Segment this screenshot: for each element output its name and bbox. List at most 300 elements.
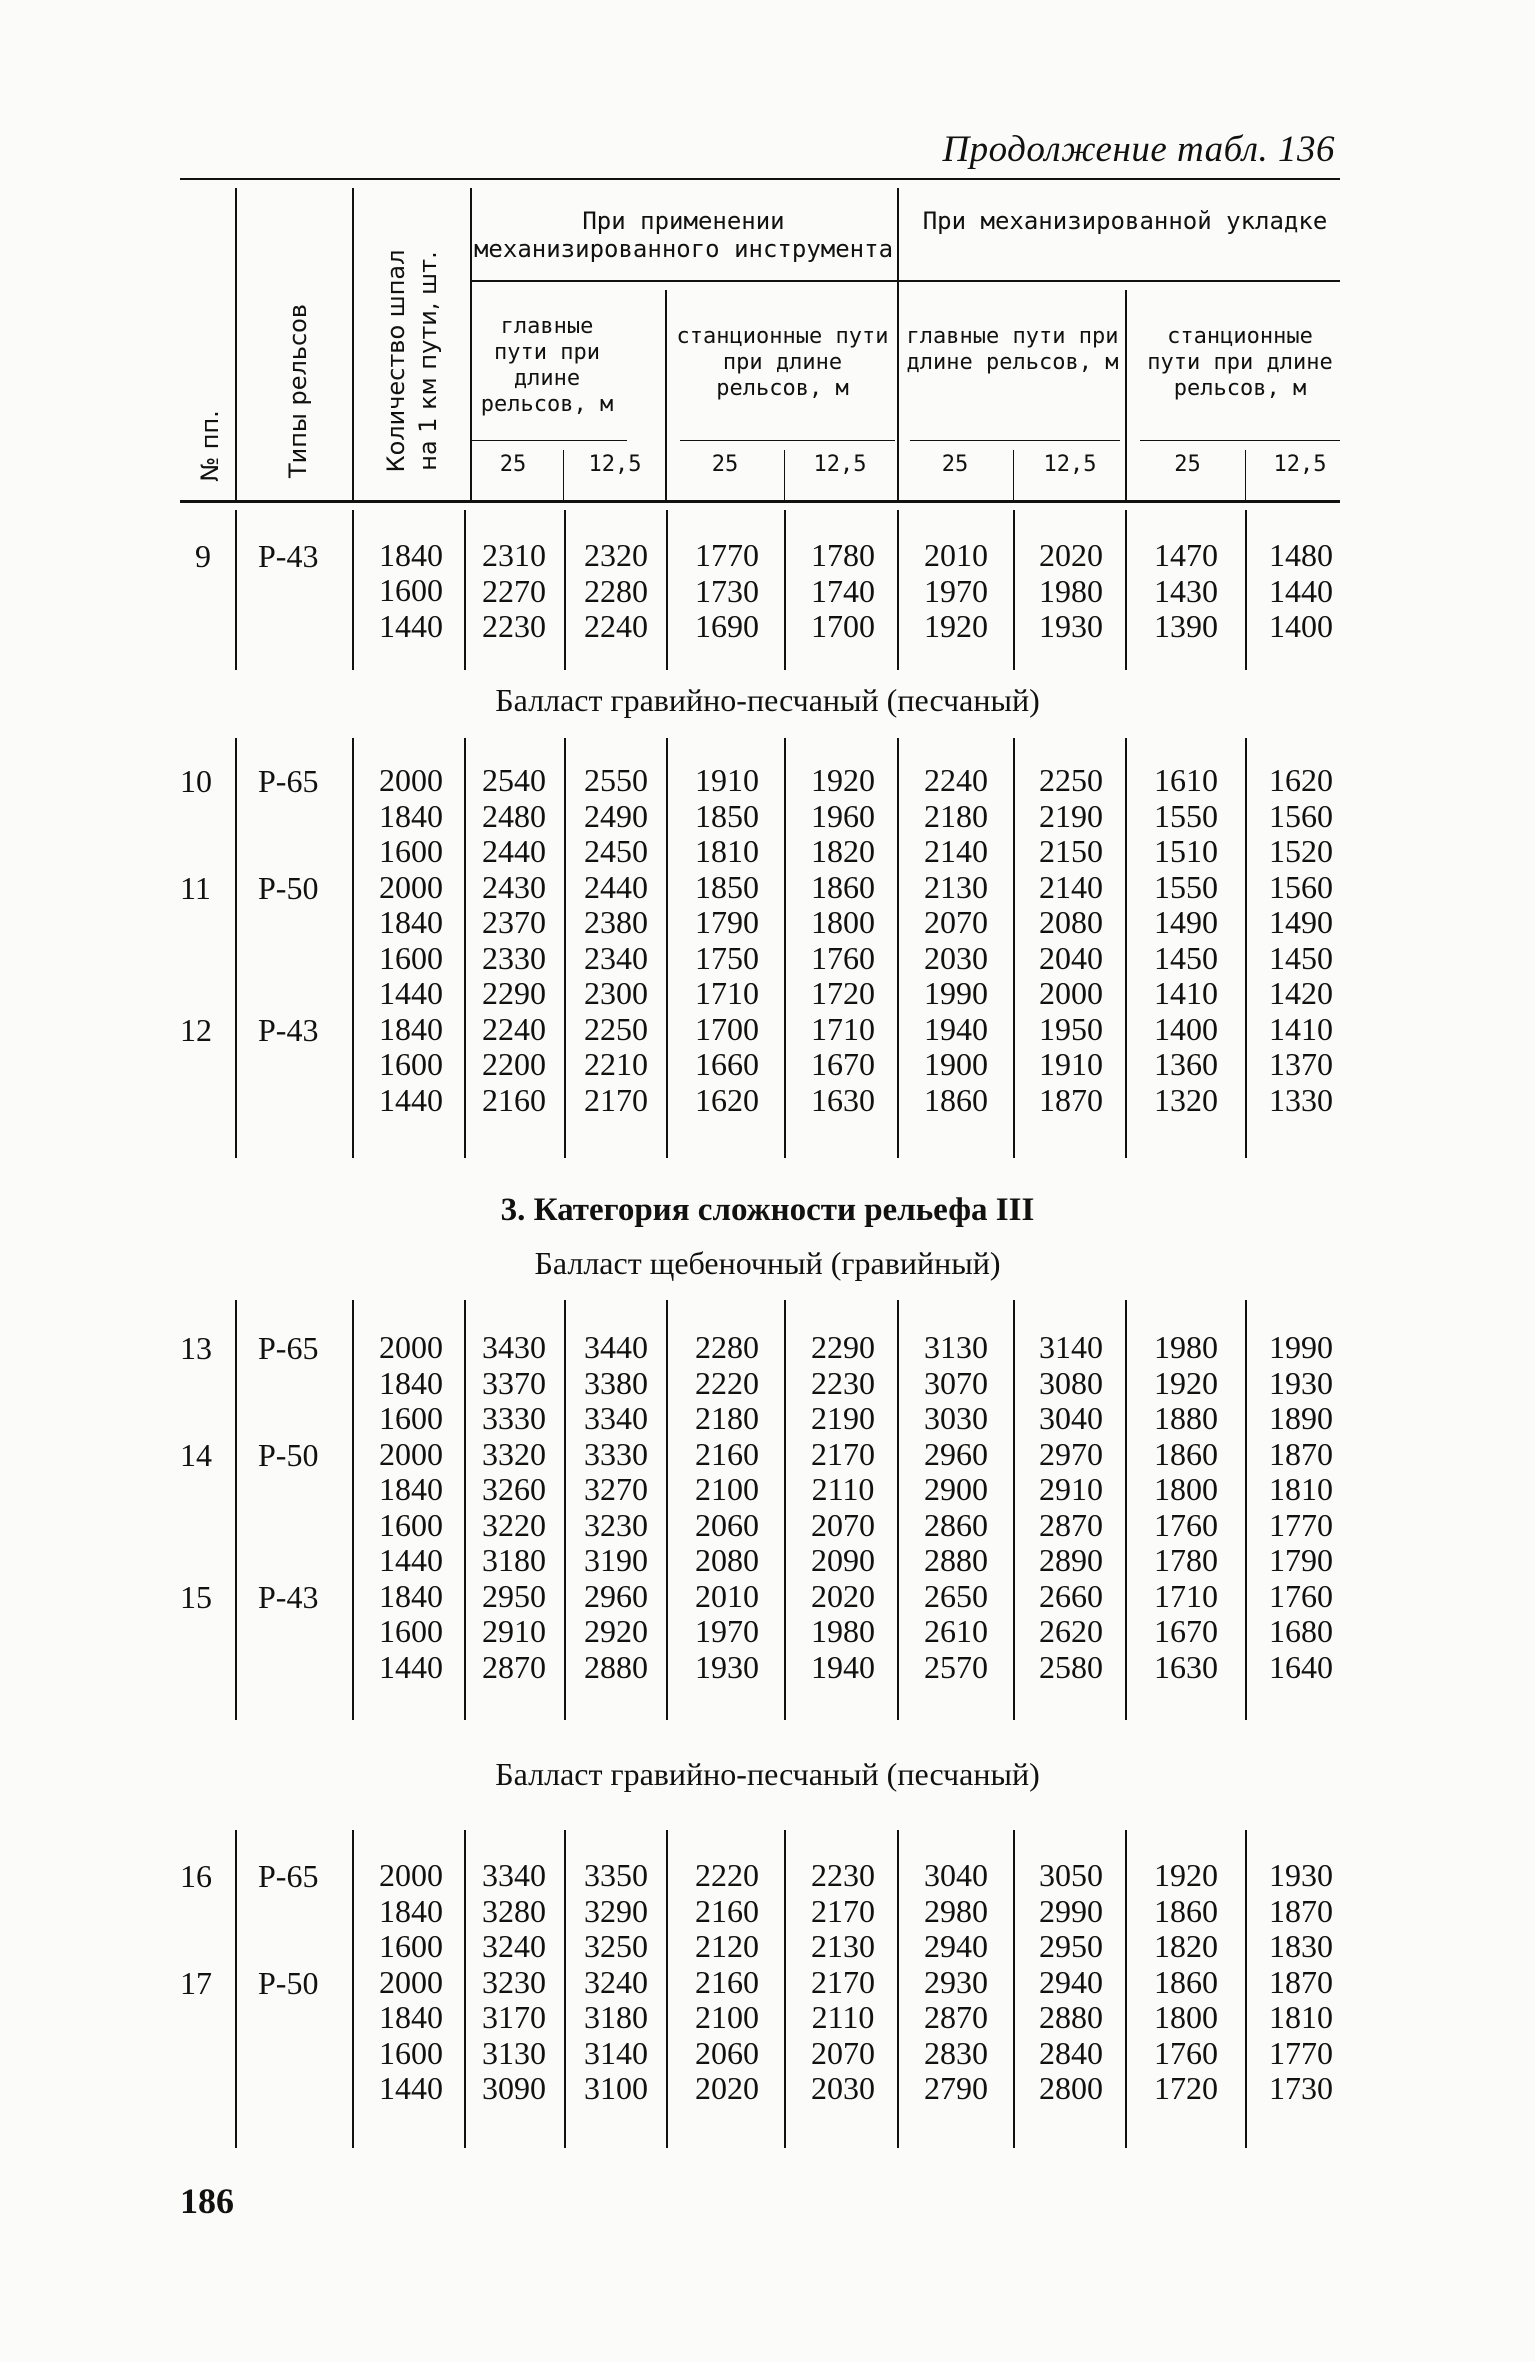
table-cell: 3330 (482, 1400, 546, 1436)
table-cell: 1780 (1154, 1542, 1218, 1578)
table-cell: 2790 (924, 2070, 988, 2106)
table-cell: 1930 (1269, 1857, 1333, 1893)
header-col-sleepers-2: на 1 км пути, шт. (414, 251, 442, 471)
table-cell: 3280 (482, 1892, 546, 1929)
table-cell: 3190 (584, 1542, 648, 1578)
table-cell: 1670 (811, 1046, 875, 1082)
table-cell: 1930 (1269, 1364, 1333, 1401)
table-cell: 2060 (695, 2034, 759, 2071)
table-cell: 1920 (924, 608, 988, 644)
rail-type: Р-43 (258, 538, 319, 574)
table-cell: 1710 (1154, 1577, 1218, 1614)
table-cell: 1440 (379, 975, 443, 1011)
table-cell: 3350 (584, 1857, 648, 1893)
table-cell: 2290 (811, 1329, 875, 1365)
table-cell: 3100 (584, 2070, 648, 2106)
row-number: 10 (180, 763, 212, 799)
table-cell: 2930 (924, 1963, 988, 2000)
table-cell: 2240 (482, 1010, 546, 1047)
header-sub-station-mech: станционные пути при длине рельсов, м (1147, 324, 1333, 401)
table-cell: 1620 (695, 1081, 759, 1118)
table-cell: 2140 (1039, 868, 1103, 905)
table-cell: 2160 (695, 1963, 759, 2000)
table-cell: 2970 (1039, 1435, 1103, 1472)
table-cell: 2060 (695, 1506, 759, 1543)
table-cell: 3140 (584, 2034, 648, 2071)
table-cell: 1820 (1154, 1928, 1218, 1964)
table-cell: 2990 (1039, 1892, 1103, 1929)
table-cell: 1800 (1154, 1471, 1218, 1507)
table-cell: 1910 (695, 762, 759, 798)
table-cell: 2170 (811, 1892, 875, 1929)
header-group-mech: При механизированной укладке (922, 207, 1328, 235)
table-cell: 2960 (924, 1435, 988, 1472)
table-cell: 1840 (379, 1892, 443, 1929)
table-cell: 2180 (924, 797, 988, 834)
table-cell: 2830 (924, 2034, 988, 2071)
table-cell: 2190 (1039, 797, 1103, 834)
table-cell: 1490 (1154, 904, 1218, 940)
table-cell: 1630 (1154, 1648, 1218, 1685)
table-cell: 2020 (695, 2070, 759, 2106)
table-cell: 1990 (924, 975, 988, 1011)
table-cell: 1440 (379, 1648, 443, 1685)
table-cell: 1710 (811, 1010, 875, 1047)
table-cell: 2070 (811, 2034, 875, 2071)
table-cell: 1930 (1039, 608, 1103, 644)
table-cell: 1760 (1269, 1577, 1333, 1614)
caption-ballast-gravel-sand-2: Балласт гравийно-песчаный (песчаный) (495, 1756, 1040, 1792)
table-cell: 2250 (1039, 762, 1103, 798)
table-cell: 1930 (695, 1648, 759, 1685)
table-cell: 2000 (379, 1329, 443, 1365)
table-cell: 2080 (695, 1542, 759, 1578)
header-length: 12,5 (1043, 452, 1097, 477)
table-cell: 2240 (584, 608, 648, 644)
table-cell: 2910 (482, 1613, 546, 1649)
table-cell: 1430 (1154, 572, 1218, 609)
row-number: 15 (180, 1578, 212, 1615)
table-cell: 2240 (924, 762, 988, 798)
table-cell: 2120 (695, 1928, 759, 1964)
header-length: 25 (941, 452, 969, 477)
row-number: 12 (180, 1011, 212, 1048)
table-cell: 1600 (379, 1928, 443, 1964)
table-cell: 1840 (379, 1010, 443, 1047)
table-cell: 2170 (811, 1435, 875, 1472)
table-cell: 1790 (1269, 1542, 1333, 1578)
table-cell: 3130 (924, 1329, 988, 1365)
header-col-no: № пп. (196, 410, 224, 482)
header-length: 25 (711, 452, 739, 477)
header-sub-station-tool: станционные пути при длине рельсов, м (676, 324, 889, 401)
table-cell: 1600 (379, 2034, 443, 2071)
table-cell: 2430 (482, 868, 546, 905)
table-cell: 2910 (1039, 1471, 1103, 1507)
table-cell: 1600 (379, 1400, 443, 1436)
table-cell: 2160 (482, 1081, 546, 1118)
table-cell: 1660 (695, 1046, 759, 1082)
header-group-tool: При применении механизированного инструмента (473, 207, 894, 263)
table-cell: 1900 (924, 1046, 988, 1082)
table-cell: 2030 (924, 939, 988, 976)
table-cell: 1620 (1269, 762, 1333, 798)
table-cell: 1470 (1154, 537, 1218, 573)
table-cell: 2170 (811, 1963, 875, 2000)
table-cell: 1710 (695, 975, 759, 1011)
table-cell: 1600 (379, 1613, 443, 1649)
table-cell: 3260 (482, 1471, 546, 1507)
table-cell: 2860 (924, 1506, 988, 1543)
table-cell: 2880 (1039, 1999, 1103, 2035)
table-cell: 2650 (924, 1577, 988, 1614)
table-cell: 2000 (379, 1857, 443, 1893)
table-cell: 1860 (1154, 1963, 1218, 2000)
table-cell: 1330 (1269, 1081, 1333, 1118)
table-cell: 2230 (811, 1364, 875, 1401)
table-cell: 2890 (1039, 1542, 1103, 1578)
table-cell: 2570 (924, 1648, 988, 1685)
table-cell: 1790 (695, 904, 759, 940)
table-cell: 1730 (695, 572, 759, 609)
header-length: 12,5 (813, 452, 867, 477)
table-cell: 1840 (379, 1999, 443, 2035)
table-cell: 2220 (695, 1857, 759, 1893)
table-cell: 1600 (379, 1046, 443, 1082)
table-cell: 2070 (811, 1506, 875, 1543)
table-cell: 1760 (1154, 2034, 1218, 2071)
table-cell: 1950 (1039, 1010, 1103, 1047)
table-cell: 2000 (379, 868, 443, 905)
table-cell: 2190 (811, 1400, 875, 1436)
table-cell: 1850 (695, 868, 759, 905)
table-cell: 2000 (379, 762, 443, 798)
table-cell: 2130 (924, 868, 988, 905)
table-cell: 1720 (1154, 2070, 1218, 2106)
header-sub-main-mech: главные пути при длине рельсов, м (906, 324, 1119, 375)
rail-type: Р-50 (258, 1964, 319, 2001)
table-cell: 2800 (1039, 2070, 1103, 2106)
table-cell: 2870 (1039, 1506, 1103, 1543)
table-cell: 1440 (379, 1081, 443, 1118)
table-cell: 1690 (695, 608, 759, 644)
table-cell: 3140 (1039, 1329, 1103, 1365)
table-cell: 1700 (811, 608, 875, 644)
table-cell: 2330 (482, 939, 546, 976)
table-cell: 1410 (1154, 975, 1218, 1011)
table-cell: 2270 (482, 572, 546, 609)
table-cell: 2920 (584, 1613, 648, 1649)
table-cell: 2290 (482, 975, 546, 1011)
rail-type: Р-65 (258, 1330, 319, 1366)
table-cell: 1440 (379, 1542, 443, 1578)
table-cell: 2230 (811, 1857, 875, 1893)
table-cell: 3130 (482, 2034, 546, 2071)
rail-type: Р-65 (258, 763, 319, 799)
table-cell: 2280 (695, 1329, 759, 1365)
table-cell: 2100 (695, 1471, 759, 1507)
table-cell: 3290 (584, 1892, 648, 1929)
table-cell: 1320 (1154, 1081, 1218, 1118)
table-cell: 3230 (482, 1963, 546, 2000)
table-cell: 2950 (482, 1577, 546, 1614)
table-cell: 1960 (811, 797, 875, 834)
table-cell: 2550 (584, 762, 648, 798)
table-cell: 1770 (1269, 2034, 1333, 2071)
header-col-sleepers-1: Количество шпал (382, 249, 410, 473)
table-cell: 2010 (695, 1577, 759, 1614)
table-cell: 2090 (811, 1542, 875, 1578)
table-cell: 3250 (584, 1928, 648, 1964)
table-cell: 2280 (584, 572, 648, 609)
table-cell: 2070 (924, 904, 988, 940)
table-cell: 3340 (584, 1400, 648, 1436)
table-cell: 3030 (924, 1400, 988, 1436)
table-cell: 3430 (482, 1329, 546, 1365)
table-cell: 1850 (695, 797, 759, 834)
table-cell: 1860 (1154, 1435, 1218, 1472)
table-cell: 1920 (811, 762, 875, 798)
table-cell: 1370 (1269, 1046, 1333, 1082)
table-cell: 3340 (482, 1857, 546, 1893)
table-cell: 3180 (584, 1999, 648, 2035)
table-cell: 1890 (1269, 1400, 1333, 1436)
table-cell: 3180 (482, 1542, 546, 1578)
row-number: 17 (180, 1964, 212, 2001)
table-cell: 1870 (1039, 1081, 1103, 1118)
table-cell: 2040 (1039, 939, 1103, 976)
table-cell: 1940 (924, 1010, 988, 1047)
table-cell: 1840 (379, 797, 443, 834)
rail-type: Р-43 (258, 1011, 319, 1048)
table-cell: 1810 (695, 833, 759, 869)
table-cell: 1440 (379, 2070, 443, 2106)
row-number: 9 (195, 538, 211, 574)
table-cell: 2440 (482, 833, 546, 869)
table-cell: 1440 (1269, 572, 1333, 609)
table-cell: 2110 (811, 1999, 875, 2035)
table-cell: 2480 (482, 797, 546, 834)
table-cell: 1840 (379, 537, 443, 573)
table-cell: 2490 (584, 797, 648, 834)
rail-type: Р-65 (258, 1858, 319, 1894)
table-cell: 2440 (584, 868, 648, 905)
table-cell: 1770 (695, 537, 759, 573)
table-cell: 2880 (924, 1542, 988, 1578)
table-cell: 2020 (811, 1577, 875, 1614)
table-cell: 1840 (379, 1364, 443, 1401)
table-cell: 2320 (584, 537, 648, 573)
table-cell: 1550 (1154, 868, 1218, 905)
table-cell: 2020 (1039, 537, 1103, 573)
table-cell: 1720 (811, 975, 875, 1011)
table-cell: 2610 (924, 1613, 988, 1649)
table-cell: 1770 (1269, 1506, 1333, 1543)
table-cell: 1520 (1269, 833, 1333, 869)
table-cell: 1880 (1154, 1400, 1218, 1436)
table-cell: 1630 (811, 1081, 875, 1118)
table-cell: 1810 (1269, 1471, 1333, 1507)
table-cell: 2130 (811, 1928, 875, 1964)
table-cell: 2980 (924, 1892, 988, 1929)
page-header: Продолжение табл. 136 (942, 129, 1335, 170)
table-cell: 2660 (1039, 1577, 1103, 1614)
table-cell: 3080 (1039, 1364, 1103, 1401)
table-cell: 2940 (924, 1928, 988, 1964)
table-cell: 1640 (1269, 1648, 1333, 1685)
table-cell: 1920 (1154, 1364, 1218, 1401)
table-cell: 3220 (482, 1506, 546, 1543)
table-cell: 3370 (482, 1364, 546, 1401)
table-cell: 3090 (482, 2070, 546, 2106)
table-cell: 2110 (811, 1471, 875, 1507)
table-cell: 1990 (1269, 1329, 1333, 1365)
table-cell: 1670 (1154, 1613, 1218, 1649)
table-cell: 2030 (811, 2070, 875, 2106)
header-length: 25 (1174, 452, 1201, 477)
table-cell: 1390 (1154, 608, 1218, 644)
table-cell: 1400 (1269, 608, 1333, 644)
table-cell: 3380 (584, 1364, 648, 1401)
table-cell: 1970 (695, 1613, 759, 1649)
table-cell: 1750 (695, 939, 759, 976)
table-cell: 1830 (1269, 1928, 1333, 1964)
table-cell: 2300 (584, 975, 648, 1011)
table-cell: 2960 (584, 1577, 648, 1614)
table-cell: 1450 (1154, 939, 1218, 976)
table-cell: 2380 (584, 904, 648, 940)
table-cell: 1860 (1154, 1892, 1218, 1929)
table-cell: 2010 (924, 537, 988, 573)
table-cell: 1360 (1154, 1046, 1218, 1082)
table-cell: 2540 (482, 762, 546, 798)
table-cell: 2080 (1039, 904, 1103, 940)
table-cell: 1800 (811, 904, 875, 940)
table-cell: 3050 (1039, 1857, 1103, 1893)
table-cell: 2870 (482, 1648, 546, 1685)
header-sub-main-tool: главные пути при длине рельсов, м (480, 314, 614, 417)
table-cell: 2140 (924, 833, 988, 869)
table-cell: 1550 (1154, 797, 1218, 834)
table-cell: 1560 (1269, 868, 1333, 905)
table-cell: 1760 (1154, 1506, 1218, 1543)
row-number: 11 (180, 869, 211, 906)
table-cell: 1510 (1154, 833, 1218, 869)
table-cell: 1440 (379, 608, 443, 644)
table-cell: 2370 (482, 904, 546, 940)
row-number: 13 (180, 1330, 212, 1366)
table-cell: 1810 (1269, 1999, 1333, 2035)
table-cell: 3270 (584, 1471, 648, 1507)
header-length: 12,5 (1273, 452, 1327, 477)
table-cell: 2450 (584, 833, 648, 869)
table-cell: 1800 (1154, 1999, 1218, 2035)
table-cell: 1420 (1269, 975, 1333, 1011)
table-cell: 2100 (695, 1999, 759, 2035)
table-cell: 1780 (811, 537, 875, 573)
table-cell: 2000 (379, 1435, 443, 1472)
table-cell: 1610 (1154, 762, 1218, 798)
table-cell: 1980 (811, 1613, 875, 1649)
table-cell: 1980 (1154, 1329, 1218, 1365)
table-cell: 2880 (584, 1648, 648, 1685)
table-cell: 1760 (811, 939, 875, 976)
table-cell: 2210 (584, 1046, 648, 1082)
table-cell: 1490 (1269, 904, 1333, 940)
rail-type: Р-50 (258, 1436, 319, 1473)
table-cell: 1410 (1269, 1010, 1333, 1047)
table-cell: 2150 (1039, 833, 1103, 869)
table-cell: 1600 (379, 833, 443, 869)
table-cell: 1680 (1269, 1613, 1333, 1649)
table-cell: 3040 (1039, 1400, 1103, 1436)
table-cell: 2170 (584, 1081, 648, 1118)
table-cell: 1600 (379, 1506, 443, 1543)
table-cell: 1600 (379, 572, 443, 608)
table-cell: 2840 (1039, 2034, 1103, 2071)
table-cell: 2940 (1039, 1963, 1103, 2000)
table-cell: 2160 (695, 1892, 759, 1929)
table-cell: 1600 (379, 939, 443, 976)
table-cell: 3070 (924, 1364, 988, 1401)
table-cell: 1820 (811, 833, 875, 869)
table-cell: 1480 (1269, 537, 1333, 573)
table-cell: 2230 (482, 608, 546, 644)
table-cell: 3330 (584, 1435, 648, 1472)
table-cell: 2620 (1039, 1613, 1103, 1649)
table-cell: 1560 (1269, 797, 1333, 834)
header-length: 25 (499, 452, 527, 477)
table-cell: 1870 (1269, 1435, 1333, 1472)
table-cell: 2160 (695, 1435, 759, 1472)
table-cell: 3170 (482, 1999, 546, 2035)
table-cell: 2250 (584, 1010, 648, 1047)
table-cell: 2000 (1039, 975, 1103, 1011)
table-cell: 2950 (1039, 1928, 1103, 1964)
table-cell: 3040 (924, 1857, 988, 1893)
table-cell: 3320 (482, 1435, 546, 1472)
table-cell: 2340 (584, 939, 648, 976)
table-cell: 1910 (1039, 1046, 1103, 1082)
table-cell: 1980 (1039, 572, 1103, 609)
caption-ballast-gravel-sand-1: Балласт гравийно-песчаный (песчаный) (495, 682, 1040, 718)
table-cell: 1840 (379, 1471, 443, 1507)
page-number: 186 (180, 2181, 234, 2221)
table-cell: 1700 (695, 1010, 759, 1047)
table-cell: 2580 (1039, 1648, 1103, 1685)
table-cell: 1840 (379, 1577, 443, 1614)
table-cell: 2220 (695, 1364, 759, 1401)
table-cell: 2180 (695, 1400, 759, 1436)
table-cell: 3230 (584, 1506, 648, 1543)
row-number: 16 (180, 1858, 212, 1894)
header-length: 12,5 (588, 452, 642, 477)
table-cell: 2310 (482, 537, 546, 573)
table-cell: 1450 (1269, 939, 1333, 976)
table-cell: 1970 (924, 572, 988, 609)
table-cell: 3240 (584, 1963, 648, 2000)
caption-ballast-crushed-stone: Балласт щебеночный (гравийный) (534, 1245, 1001, 1281)
table-cell: 1920 (1154, 1857, 1218, 1893)
table-cell: 2870 (924, 1999, 988, 2035)
table-cell: 1860 (811, 868, 875, 905)
table-cell: 1860 (924, 1081, 988, 1118)
table-cell: 3440 (584, 1329, 648, 1365)
table-cell: 2000 (379, 1963, 443, 2000)
rail-type: Р-50 (258, 869, 319, 906)
header-col-rail-types: Типы рельсов (284, 303, 312, 479)
row-number: 14 (180, 1436, 212, 1473)
